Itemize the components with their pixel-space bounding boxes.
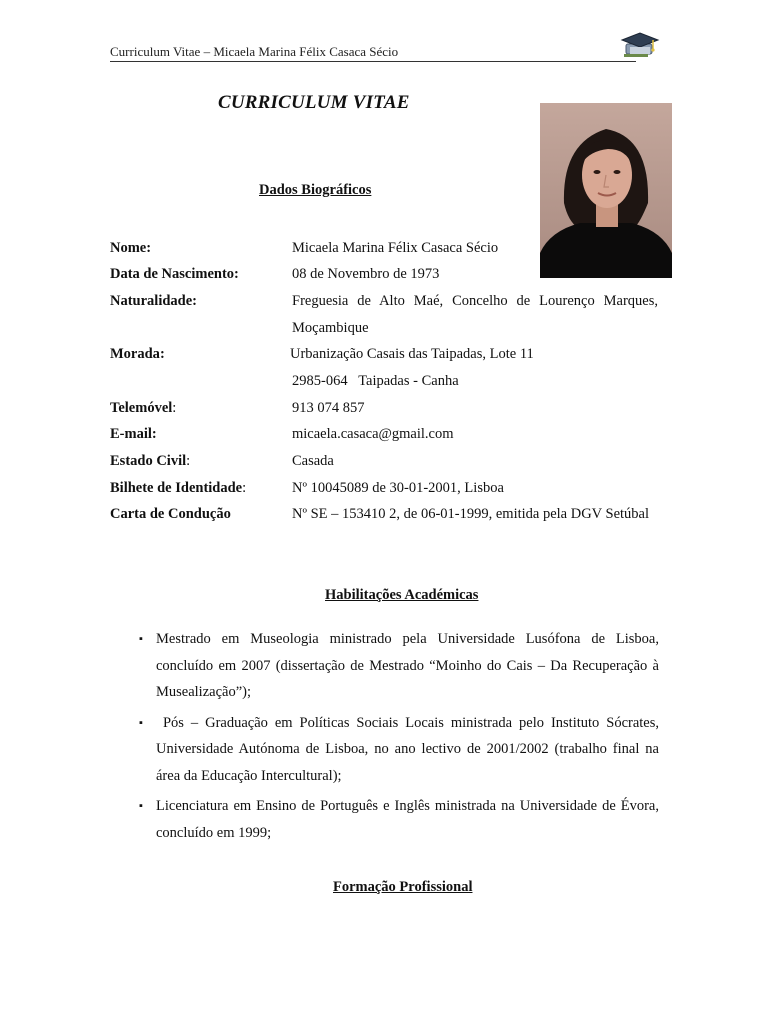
- address-line-1: Urbanização Casais das Taipadas, Lote 11: [290, 346, 534, 362]
- bullet-icon: ▪: [139, 716, 143, 729]
- section-heading-professional: Formação Profissional: [333, 879, 473, 895]
- bio-label: [110, 288, 197, 315]
- bio-label: [110, 501, 231, 528]
- bio-label: [110, 421, 157, 448]
- bio-label: [110, 448, 190, 475]
- bio-value: 913 074 857: [292, 400, 365, 416]
- label-colon: :: [159, 346, 165, 362]
- bio-value: Nº 10045089 de 30-01-2001, Lisboa: [292, 480, 504, 496]
- bio-label: [110, 261, 239, 288]
- list-item: [139, 626, 659, 706]
- bio-value: 08 de Novembro de 1973: [292, 266, 440, 282]
- label-text: Estado Civil: [110, 453, 187, 469]
- list-item-text: Licenciatura em Ensino de Português e Inglês ministrada na Universidade de Évora, concluído em 1999;: [156, 798, 659, 841]
- academic-list: [139, 626, 663, 850]
- label-text: Data de Nascimento: [110, 266, 235, 282]
- bio-label: [110, 235, 151, 262]
- label-text: E-mail: [110, 426, 152, 442]
- list-item-text: Mestrado em Museologia ministrado pela Universidade Lusófona de Lisboa, concluído em 2007 (dissertação de Mestrado “Moinho do Cais – Da Recuperação à Musealização”);: [156, 631, 659, 700]
- bio-value: Casada: [292, 453, 334, 469]
- bio-value: Freguesia de Alto Maé, Concelho de Lourenço Marques, Moçambique: [292, 293, 658, 336]
- label-colon: :: [186, 453, 191, 469]
- label-colon: :: [192, 293, 198, 309]
- graduation-cap-icon: [620, 30, 660, 60]
- document-title: CURRICULUM VITAE: [218, 92, 410, 113]
- bio-value: [290, 341, 656, 394]
- section-heading-academic: Habilitações Académicas: [325, 587, 479, 603]
- portrait-photo: [540, 103, 672, 278]
- label-colon: :: [234, 266, 239, 282]
- bullet-icon: ▪: [139, 800, 143, 812]
- label-text: Bilhete de Identidade: [110, 480, 243, 496]
- label-text: Carta de Condução: [110, 506, 231, 522]
- list-item: [139, 793, 659, 846]
- bio-label: [110, 341, 165, 368]
- label-text: Naturalidade: [110, 293, 193, 309]
- label-colon: :: [242, 480, 247, 496]
- bio-label: [110, 395, 176, 422]
- label-colon: :: [151, 426, 157, 442]
- address-line-2: 2985-064 Taipadas - Canha: [292, 372, 459, 389]
- bullet-icon: ▪: [139, 633, 143, 645]
- label-colon: :: [146, 240, 152, 256]
- section-heading-bio: Dados Biográficos: [259, 182, 372, 198]
- list-item: [139, 710, 663, 790]
- label-colon: :: [172, 400, 177, 416]
- list-item-text: Pós – Graduação em Políticas Sociais Locais ministrada pelo Instituto Sócrates, Universidade Autónoma de Lisboa, no ano lectivo de 2001/2002 (trabalho final na área da Educação Intercultural);: [156, 714, 663, 784]
- running-header: Curriculum Vitae – Micaela Marina Félix Casaca Sécio: [110, 44, 636, 62]
- bio-value: Micaela Marina Félix Casaca Sécio: [292, 240, 499, 256]
- label-text: Morada: [110, 346, 160, 362]
- label-text: Nome: [110, 240, 147, 256]
- bio-label: [110, 475, 246, 502]
- label-text: Telemóvel: [110, 400, 173, 416]
- bio-value: micaela.casaca@gmail.com: [292, 426, 454, 442]
- bio-value: Nº SE – 153410 2, de 06-01-1999, emitida pela DGV Setúbal: [292, 506, 650, 522]
